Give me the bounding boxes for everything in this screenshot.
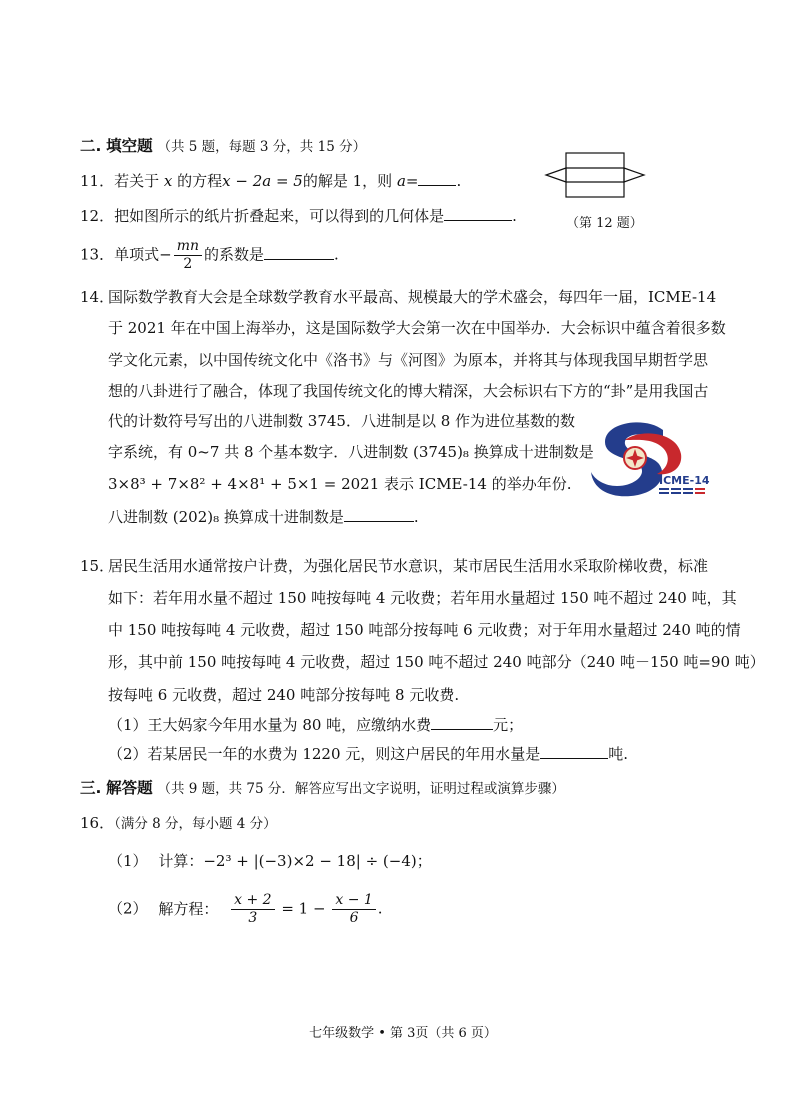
question-note: （满分 8 分，每小题 4 分） — [114, 816, 277, 832]
question-15-line: 居民生活用水通常按户计费，为强化居民节水意识，某市居民生活用水采取阶梯收费，标准 — [108, 557, 709, 575]
question-text: （2）若某居民一年的水费为 1220 元，则这户居民的年用水量是 — [108, 745, 541, 763]
equals-sign: = — [405, 172, 419, 190]
question-15-line: 形，其中前 150 吨按每吨 4 元收费，超过 150 吨不超过 240 吨部分（240 吨－150 吨=90 吨） — [108, 653, 765, 671]
fraction-numerator: x − 1 — [332, 892, 375, 910]
expression: −2³ + |(−3)×2 − 18| ÷ (−4)； — [203, 852, 432, 870]
question-15-line: 按每吨 6 元收费，超过 240 吨部分按每吨 8 元收费. — [108, 686, 460, 704]
period: . — [456, 172, 462, 190]
section-heading-answer — [80, 778, 565, 799]
answer-blank[interactable] — [344, 507, 414, 522]
question-text: 的解是 1，则 — [302, 172, 393, 190]
sub-question-label: （2） — [108, 899, 148, 918]
fraction — [174, 238, 202, 273]
section-title: 解答题 — [106, 779, 153, 797]
section-title: 填空题 — [106, 137, 153, 155]
page-footer: 七年级数学 • 第 3页（共 6 页） — [309, 1026, 497, 1041]
question-14-last-line — [108, 507, 419, 527]
unit-text: 吨. — [608, 745, 629, 763]
question-15-sub-2 — [108, 744, 628, 764]
logo-counting-rod — [671, 488, 681, 490]
fraction-numerator: mn — [174, 238, 202, 256]
question-text: 若关于 — [114, 172, 160, 190]
unit-text: 元； — [493, 716, 524, 734]
question-number: 16． — [80, 814, 115, 832]
logo-counting-rod — [683, 492, 693, 494]
net-rectangle — [566, 153, 624, 197]
question-14-number: 14． — [80, 288, 115, 306]
question-text: 计算： — [158, 852, 204, 870]
question-15-sub-1 — [108, 715, 523, 735]
question-15-line: 如下：若年用水量不超过 150 吨按每吨 4 元收费；若年用水量超过 150 吨不超过 240 吨，其 — [108, 589, 737, 607]
question-14-line: 于 2021 年在中国上海举办，这是国际数学大会第一次在中国举办．大会标识中蕴含着很多数 — [108, 319, 726, 337]
question-15-number: 15． — [80, 557, 115, 575]
question-14-line: 学文化元素，以中国传统文化中《洛书》与《河图》为原本，并将其与体现我国早期哲学思 — [108, 351, 709, 369]
logo-counting-rod — [659, 488, 669, 490]
equation-middle: = 1 − — [281, 899, 326, 918]
answer-blank[interactable] — [444, 206, 512, 221]
question-number: 11． — [80, 172, 115, 190]
question-number: 13． — [80, 245, 115, 264]
question-16-sub-2 — [108, 892, 383, 927]
fraction — [332, 892, 375, 927]
question-14-line: 3×8³ + 7×8² + 4×8¹ + 5×1 = 2021 表示 ICME-14 的举办年份. — [108, 475, 572, 493]
question-11 — [80, 171, 461, 191]
answer-blank[interactable] — [418, 171, 456, 186]
logo-counting-rod — [683, 488, 693, 490]
paper-net-figure — [542, 152, 648, 198]
logo-text: ICME-14 — [659, 474, 710, 487]
question-14-line: 国际数学教育大会是全球数学教育水平最高、规模最大的学术盛会，每四年一届，ICME-14 — [108, 288, 717, 306]
equation: x − 2a = 5 — [222, 172, 303, 190]
section-heading-fill-in — [80, 136, 366, 157]
fraction-denominator: 2 — [183, 256, 193, 272]
variable-x: x — [163, 172, 173, 190]
fraction-denominator: 3 — [248, 910, 258, 926]
net-left-triangle — [546, 168, 566, 182]
logo-counting-rod — [695, 488, 705, 490]
question-text: 把如图所示的纸片折叠起来，可以得到的几何体是 — [114, 207, 445, 225]
logo-counting-rod — [659, 492, 669, 494]
fraction — [231, 892, 274, 927]
question-16-sub-1 — [108, 851, 432, 871]
period: . — [413, 508, 419, 526]
section-note: （共 9 题，共 75 分．解答应写出文字说明，证明过程或演算步骤） — [157, 781, 565, 797]
question-number: 12． — [80, 207, 115, 225]
question-14-line: 字系统，有 0~7 共 8 个基本数字．八进制数 (3745)₈ 换算成十进制数是 — [108, 443, 594, 461]
question-text: 单项式 — [114, 245, 160, 264]
icme-14-logo — [585, 420, 717, 500]
question-14-line: 想的八卦进行了融合，体现了我国传统文化的博大精深，大会标识右下方的“卦”是用我国古 — [108, 382, 709, 400]
net-right-triangle — [624, 168, 644, 182]
sub-question-label: （1） — [108, 852, 148, 870]
answer-blank[interactable] — [264, 245, 334, 260]
minus-sign: − — [159, 245, 172, 264]
period: . — [377, 899, 383, 918]
section-note: （共 5 题，每题 3 分，共 15 分） — [157, 139, 367, 155]
question-16 — [80, 813, 277, 834]
question-12 — [80, 206, 517, 226]
section-number: 三. — [80, 779, 102, 797]
logo-counting-rod — [695, 492, 705, 494]
section-number: 二. — [80, 137, 102, 155]
fraction-numerator: x + 2 — [231, 892, 274, 910]
question-text: 解方程： — [158, 899, 219, 918]
period: . — [334, 245, 339, 264]
question-text: 八进制数 (202)₈ 换算成十进制数是 — [108, 508, 344, 526]
answer-blank[interactable] — [431, 715, 493, 730]
fraction-denominator: 6 — [349, 910, 359, 926]
logo-counting-rod — [671, 492, 681, 494]
question-15-line: 中 150 吨按每吨 4 元收费，超过 150 吨部分按每吨 6 元收费；对于年用水量超过 240 吨的情 — [108, 621, 741, 639]
question-text: 的方程 — [177, 172, 223, 190]
period: . — [512, 207, 517, 225]
question-14-line: 代的计数符号写出的八进制数 3745．八进制是以 8 作为进位基数的数 — [108, 412, 576, 430]
answer-blank[interactable] — [540, 744, 608, 759]
question-13 — [80, 238, 339, 273]
question-text: （1）王大妈家今年用水量为 80 吨，应缴纳水费 — [108, 716, 432, 734]
variable-a: a — [396, 172, 406, 190]
figure-caption: （第 12 题） — [566, 216, 643, 231]
question-text: 的系数是 — [203, 245, 264, 264]
